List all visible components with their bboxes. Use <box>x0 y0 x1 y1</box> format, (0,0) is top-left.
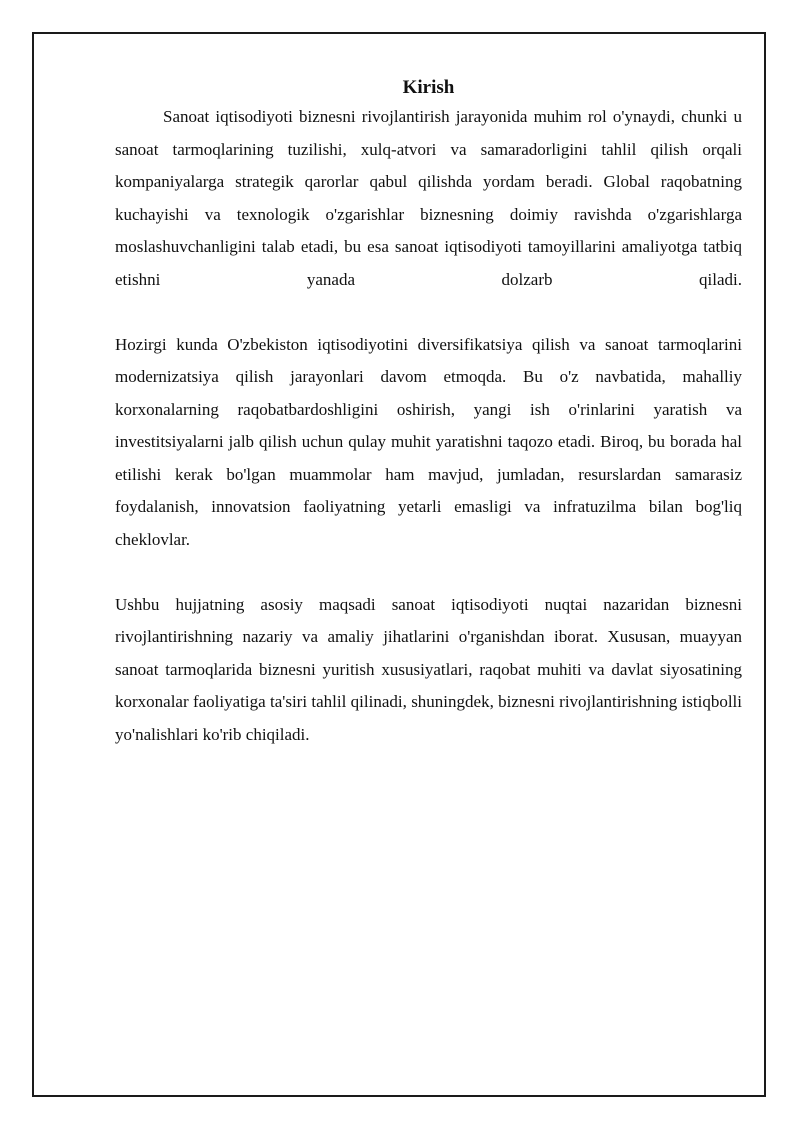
paragraph-intro: Sanoat iqtisodiyoti biznesni rivojlantirish jarayonida muhim rol o'ynaydi, chunki u sanoat tarmoqlarining tuzilishi, xulq-atvori va samaradorligini tahlil qilish orqali kompaniyalarga strategik qarorlar qabul qilishda yordam beradi. Global raqobatning kuchayishi va texnologik o'zgarishlar biznesning doimiy ravishda o'zgarishlarga moslashuvchanligini talab etadi, bu esa sanoat iqtisodiyoti tamoyillarini amaliyotga tatbiq etishni yanada dolzarb qiladi. <box>115 107 742 289</box>
paragraph-spacer <box>115 556 742 589</box>
document-title: Kirish <box>402 77 455 98</box>
paragraph-spacer <box>115 296 742 329</box>
paragraph-uzbekistan: Hozirgi kunda O'zbekiston iqtisodiyotini diversifikatsiya qilish va sanoat tarmoqlarini modernizatsiya qilish jarayonlari davom etmoqda. Bu o'z navbatida, mahalliy korxonalarning raqobatbardoshligini oshirish, yangi ish o'rinlarini yaratish va investitsiyalarni jalb qilish uchun qulay muhit yaratishni taqozo etadi. Biroq, bu borada hal etilishi kerak bo'lgan muammolar ham mavjud, jumladan, resurslardan samarasiz foydalanish, innovatsion faoliyatning yetarli emasligi va infratuzilma bilan bog'liq cheklovlar. <box>115 334 742 549</box>
document-body <box>115 75 742 751</box>
paragraph-purpose: Ushbu hujjatning asosiy maqsadi sanoat iqtisodiyoti nuqtai nazaridan biznesni rivojlantirishning nazariy va amaliy jihatlarini o'rganishdan iborat. Xususan, muayyan sanoat tarmoqlarida biznesni yuritish xususiyatlari, raqobat muhiti va davlat siyosatining korxonalar faoliyatiga ta'siri tahlil qilinadi, shuningdek, biznesni rivojlantirishning istiqbolli yo'nalishlari ko'rib chiqiladi. <box>115 594 742 744</box>
